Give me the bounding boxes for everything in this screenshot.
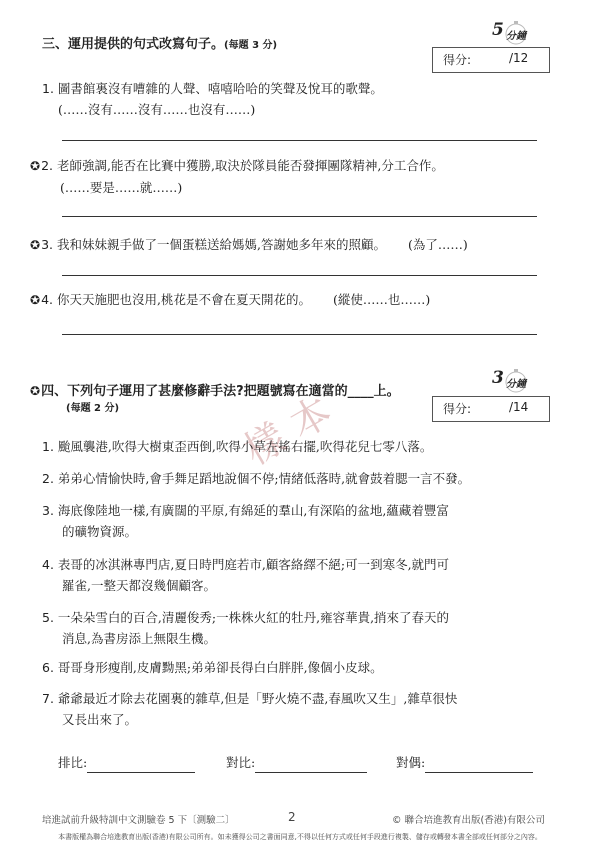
question-text: 你天天施肥也沒用,桃花是不會在夏天開花的。 <box>56 292 311 307</box>
footer-publisher: © 聯合培進教育出版(香港)有限公司 <box>392 815 545 826</box>
question-number: 1. <box>42 439 54 454</box>
timer-number: 5 <box>492 20 504 40</box>
question-pattern: (……沒有……沒有……也沒有……) <box>58 102 256 117</box>
question-pattern: (……要是……就……) <box>60 180 183 195</box>
timer-badge-3 <box>490 368 540 394</box>
answer-contrast <box>226 752 367 773</box>
question-text: 圖書館裏沒有嘈雜的人聲、嘻嘻哈哈的笑聲及悅耳的歌聲。 <box>57 81 383 96</box>
question-text: 表哥的冰淇淋專門店,夏日時門庭若市,顧客絡繹不絕;可一到寒冬,就門可 <box>57 557 450 572</box>
score-label: 得分: <box>443 402 472 416</box>
s4-question-7 <box>42 688 457 730</box>
copyright-notice: 本書版權為聯合培進教育出版(香港)有限公司所有。如未獲得公司之書面同意,不得以任何方式或任何手段進行複製、儲存或轉發本書全部或任何部分之內容。 <box>58 833 542 841</box>
answer-label: 對偶: <box>396 755 426 770</box>
question-pattern: (縱使……也……) <box>332 292 431 307</box>
section3-title <box>42 33 277 52</box>
question-text: 我和妹妹親手做了一個蛋糕送給媽媽,答謝她多年來的照顧。 <box>56 237 386 252</box>
sample-watermark: 樣 本 <box>236 388 340 475</box>
timer-unit: 分鐘 <box>506 379 526 390</box>
answer-label: 排比: <box>58 755 88 770</box>
answer-parallelism <box>58 752 195 773</box>
timer-number: 3 <box>492 368 504 388</box>
section4-title <box>30 380 400 399</box>
score-total: /12 <box>509 51 529 65</box>
s4-question-5 <box>42 607 449 649</box>
question-text: 哥哥身形瘦削,皮膚黝黑;弟弟卻長得白白胖胖,像個小皮球。 <box>57 660 383 675</box>
s3-question-4 <box>30 289 430 311</box>
score-total: /14 <box>509 400 529 414</box>
question-text: 海底像陸地一樣,有廣闊的平原,有綿延的羣山,有深陷的盆地,蘊藏着豐富 <box>57 503 449 518</box>
footer-book-title: 培進試前升級特訓中文測驗卷 5 下〔測驗二〕 <box>42 815 235 826</box>
s3-question-1 <box>42 78 383 120</box>
question-number: 3. <box>42 503 54 518</box>
timer-badge-5 <box>490 20 540 46</box>
s4-question-4 <box>42 554 449 596</box>
answer-blank[interactable] <box>87 756 195 773</box>
question-number: 2. <box>42 471 54 486</box>
question-text: 一朵朵雪白的百合,清麗俊秀;一株株火紅的牡丹,雍容華貴,捎來了春天的 <box>57 610 450 625</box>
section4-score-box <box>432 396 550 422</box>
question-number: 7. <box>42 691 54 706</box>
answer-antithesis <box>396 752 533 773</box>
answer-blank[interactable] <box>255 756 367 773</box>
score-label: 得分: <box>443 53 472 67</box>
question-text: 爺爺最近才除去花園裏的雜草,但是「野火燒不盡,春風吹又生」,雜草很快 <box>57 691 458 706</box>
question-number: 2. <box>41 158 53 173</box>
s4-question-2 <box>42 468 470 489</box>
s4-question-3 <box>42 500 449 542</box>
star-icon: ✪ <box>30 293 41 307</box>
section4-marks: (每題 2 分) <box>66 403 120 414</box>
question-text: 颱風襲港,吹得大樹東歪西倒,吹得小草左搖右擺,吹得花兒七零八落。 <box>57 439 433 454</box>
question-text-cont: 消息,為書房添上無限生機。 <box>62 631 216 646</box>
s3-question-3 <box>30 234 468 256</box>
question-text: 老師強調,能否在比賽中獲勝,取決於隊員能否發揮團隊精神,分工合作。 <box>56 158 444 173</box>
section4-heading: 四、下列句子運用了甚麼修辭手法?把題號寫在適當的____上。 <box>41 384 400 399</box>
s4-question-1 <box>42 436 432 457</box>
question-pattern: (為了……) <box>407 237 468 252</box>
s4-question-6 <box>42 657 383 678</box>
question-number: 4. <box>41 292 53 307</box>
page-number: 2 <box>288 810 296 824</box>
answer-line[interactable] <box>62 140 537 141</box>
question-number: 5. <box>42 610 54 625</box>
answer-blank[interactable] <box>425 756 533 773</box>
answer-label: 對比: <box>226 755 256 770</box>
star-icon: ✪ <box>30 159 41 173</box>
question-text-cont: 羅雀,一整天都沒幾個顧客。 <box>62 578 216 593</box>
section3-marks: (每題 3 分) <box>224 40 278 51</box>
question-number: 3. <box>41 237 53 252</box>
section3-heading: 三、運用提供的句式改寫句子。 <box>42 37 225 52</box>
s3-question-2 <box>30 155 444 198</box>
answer-line[interactable] <box>62 334 537 335</box>
question-text: 弟弟心情愉快時,會手舞足蹈地說個不停;情緒低落時,就會鼓着腮一言不發。 <box>57 471 471 486</box>
answer-line[interactable] <box>62 275 537 276</box>
question-number: 1. <box>42 81 54 96</box>
section3-score-box <box>432 47 550 73</box>
star-icon: ✪ <box>30 384 41 398</box>
answer-line[interactable] <box>62 216 537 217</box>
question-number: 6. <box>42 660 54 675</box>
timer-unit: 分鐘 <box>506 31 526 42</box>
question-text-cont: 又長出來了。 <box>62 712 138 727</box>
question-text-cont: 的礦物資源。 <box>62 524 138 539</box>
question-number: 4. <box>42 557 54 572</box>
star-icon: ✪ <box>30 238 41 252</box>
